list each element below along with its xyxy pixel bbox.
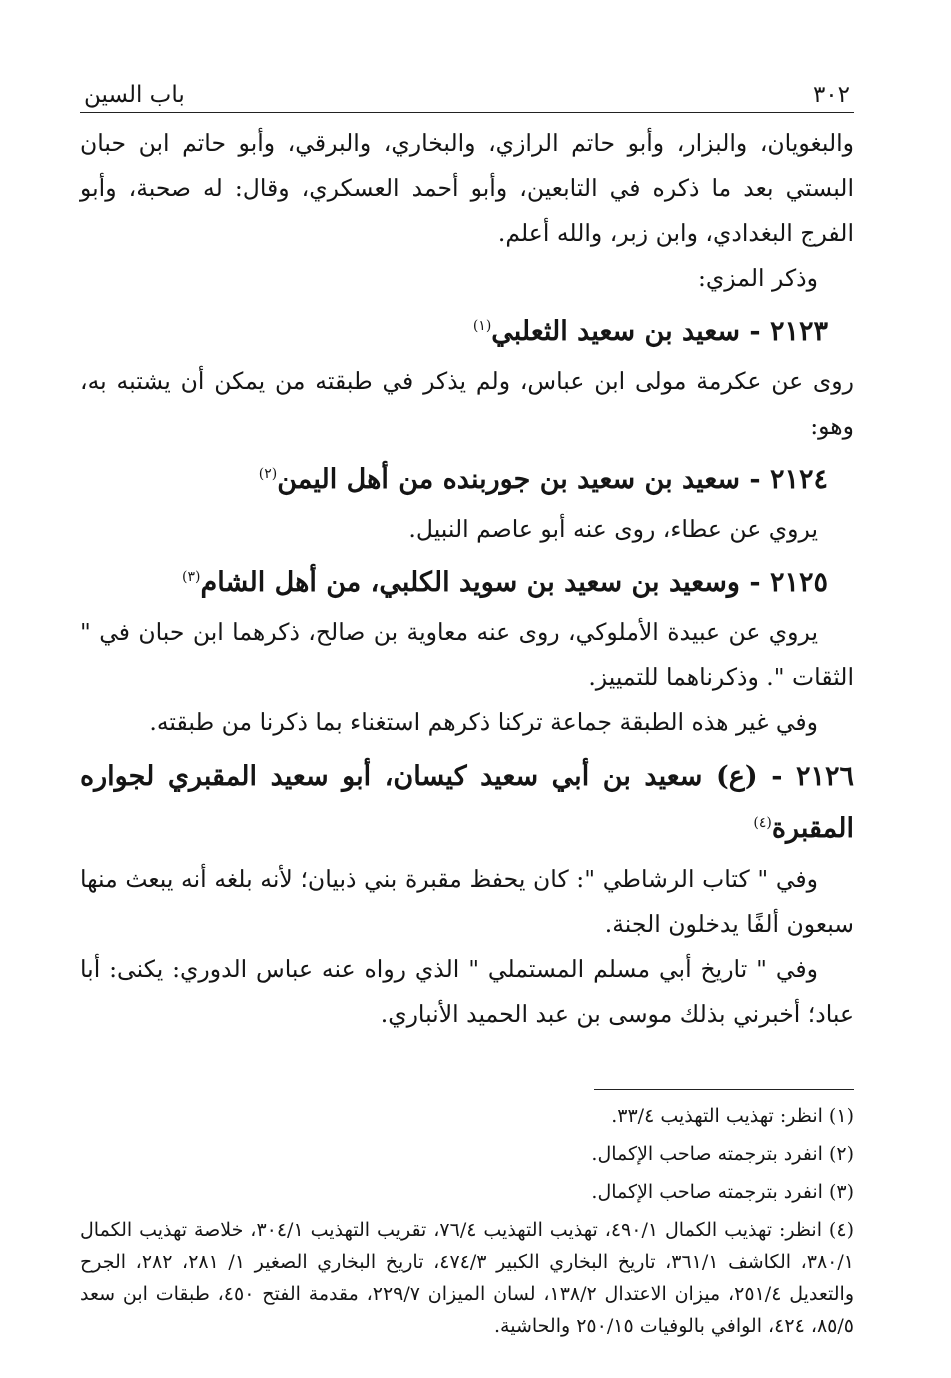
entry-heading-2125: ٢١٢٥ - وسعيد بن سعيد بن سويد الكلبي، من أهل الشام bbox=[200, 567, 828, 598]
footnote-rule bbox=[594, 1089, 854, 1090]
footnote-ref-1[interactable]: (١) bbox=[472, 318, 492, 334]
entry-title-2125 bbox=[80, 558, 854, 608]
footnote-2: (٢) انفرد بترجمته صاحب الإكمال. bbox=[591, 1143, 854, 1165]
entry-heading-2124: ٢١٢٤ - سعيد بن سعيد بن جوربنده من أهل اليمن bbox=[277, 464, 828, 495]
entry-heading-2123: ٢١٢٣ - سعيد بن سعيد الثعلبي bbox=[491, 316, 828, 347]
entry-text-2126-mustamli: وفي " تاريخ أبي مسلم المستملي " الذي رواه عنه عباس الدوري: يكنى: أبا عباد؛ أخبرني بذلك موسى بن عبد الحميد الأنباري. bbox=[80, 955, 854, 1028]
entry-title-2126 bbox=[80, 751, 854, 855]
footnote-1: (١) انظر: تهذيب التهذيب ٣٣/٤. bbox=[611, 1105, 854, 1127]
entry-title-2123 bbox=[80, 307, 854, 357]
entry-text-2124: يروي عن عطاء، روى عنه أبو عاصم النبيل. bbox=[408, 515, 818, 543]
footnote-4: (٤) انظر: تهذيب الكمال ٤٩٠/١، تهذيب التهذيب ٧٦/٤، تقريب التهذيب ٣٠٤/١، خلاصة تهذيب الكمال ٣٨٠/١، الكاشف ٣٦١/١، تاريخ البخاري الكبير ٤٧٤/٣، تاريخ البخاري الصغير ١/ ٢٨١، ٢٨٢، الجرح والتعديل ٢٥١/٤، ميزان الاعتدال ١٣٨/٢، لسان الميزان ٢٢٩/٧، مقدمة الفتح ٤٥٠، طبقات ابن سعد ٨٥/٥، ٤٢٤، الوافي بالوفيات ٢٥٠/١٥ والحاشية. bbox=[80, 1219, 855, 1337]
page-number: ٣٠٢ bbox=[812, 82, 850, 108]
running-header bbox=[80, 68, 854, 108]
footnote-ref-3[interactable]: (٣) bbox=[182, 569, 201, 585]
entry-text-2123: روى عن عكرمة مولى ابن عباس، ولم يذكر في طبقته من يمكن أن يشتبه به، وهو: bbox=[80, 367, 854, 440]
book-page bbox=[80, 68, 854, 1348]
entry-text-2125: يروي عن عبيدة الأملوكي، روى عنه معاوية بن صالح، ذكرهما ابن حبان في " الثقات ". وذكرناهما للتمييز. bbox=[80, 618, 854, 691]
footnote-3: (٣) انفرد بترجمته صاحب الإكمال. bbox=[591, 1181, 854, 1203]
footnotes bbox=[80, 1100, 854, 1342]
paragraph-scholars: والبغويان، والبزار، وأبو حاتم الرازي، والبخاري، والبرقي، وأبو حاتم ابن حبان البستي بعد ما ذكره في التابعين، وأبو أحمد العسكري، وقال: له صحبة، وأبو الفرج البغدادي، وابن زبر، والله أعلم. bbox=[80, 129, 854, 247]
entry-heading-2126: ٢١٢٦ - (ع) سعيد بن أبي سعيد كيسان، أبو سعيد المقبري لجواره المقبرة bbox=[80, 761, 854, 844]
chapter-title: باب السين bbox=[84, 82, 185, 108]
paragraph-tabaqa: وفي غير هذه الطبقة جماعة تركنا ذكرهم استغناء بما ذكرنا من طبقته. bbox=[149, 708, 818, 736]
paragraph-mizzi: وذكر المزي: bbox=[698, 264, 818, 292]
entry-text-2126-rashati: وفي " كتاب الرشاطي ": كان يحفظ مقبرة بني ذبيان؛ لأنه بلغه أنه يبعث منها سبعون ألفًا يدخلون الجنة. bbox=[80, 865, 854, 938]
entry-title-2124 bbox=[80, 455, 854, 505]
header-rule bbox=[80, 112, 854, 113]
footnote-ref-2[interactable]: (٢) bbox=[258, 466, 278, 482]
footnote-ref-4[interactable]: (٤) bbox=[753, 815, 772, 831]
